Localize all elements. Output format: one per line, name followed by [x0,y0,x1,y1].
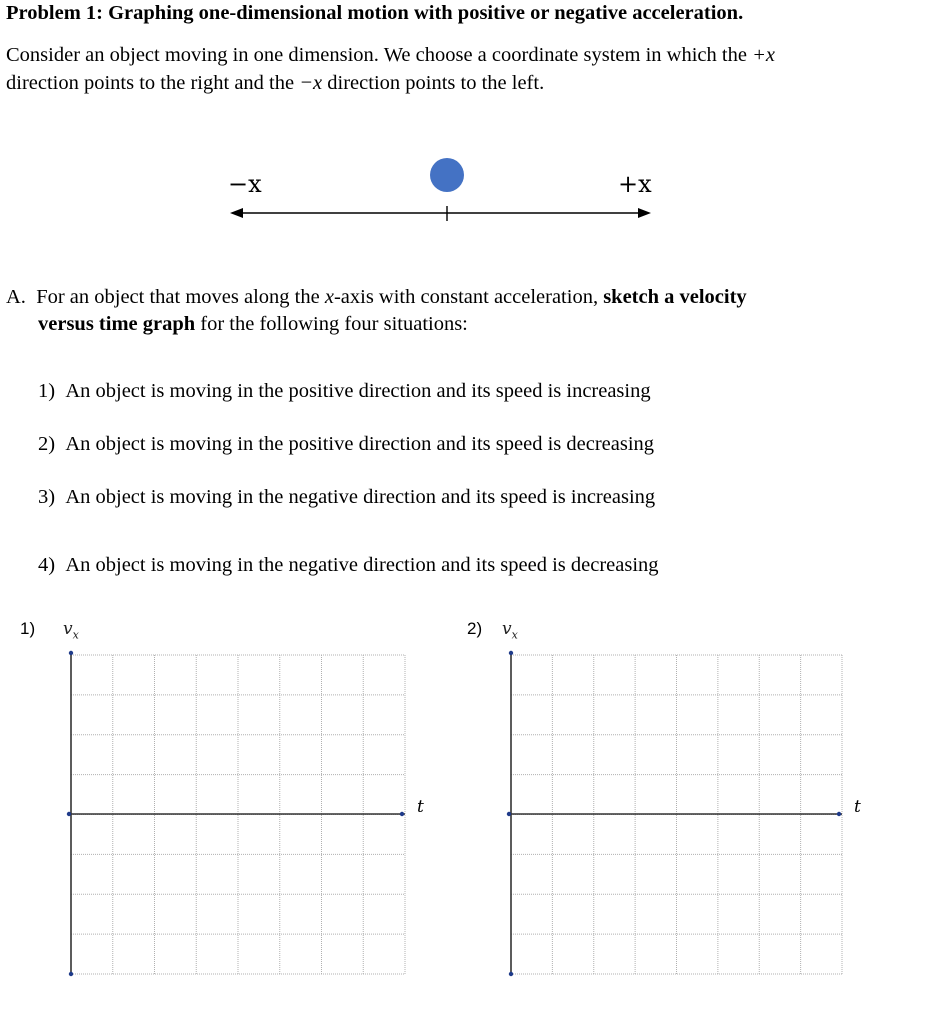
x-variable: x [324,286,334,308]
situation-number: 1) [38,380,56,402]
minus-x-label: −x [228,170,262,198]
y-axis-var: v [502,619,512,639]
situation-text: An object is moving in the positive direction and its speed is increasing [65,380,651,402]
problem-title: Problem 1: Graphing one-dimensional motion with positive or negative acceleration. [6,2,744,24]
situation-number: 4) [38,554,56,576]
intro-text: Consider an object moving in one dimension. We choose a coordinate system in which the [6,44,753,66]
part-a-bold-text: sketch a velocity [603,286,747,308]
intro-text: direction points to the right and the [6,72,300,94]
y-axis-subscript: x [72,628,79,642]
part-a-bold-text: versus time graph [38,313,196,335]
plus-x-label: +x [618,170,652,198]
intro-text: direction points to the left. [322,72,545,94]
y-axis-var: v [63,619,73,639]
part-a-letter: A. [6,286,26,308]
situation-text: An object is moving in the negative direction and its speed is increasing [65,486,656,508]
axis-end-marker [507,812,511,816]
graph-1-number: 1) [20,619,36,638]
axis-end-marker [509,651,513,655]
part-a-text: For an object that moves along the [36,286,325,308]
y-axis-subscript: x [511,628,518,642]
axis-end-marker [837,812,841,816]
axis-end-marker [509,972,513,976]
situation-text: An object is moving in the positive direction and its speed is decreasing [65,433,655,455]
situation-text: An object is moving in the negative direction and its speed is decreasing [65,554,659,576]
situation-number: 2) [38,433,56,455]
graph-2-x-label: t [854,797,861,817]
part-a-text: for the following four situations: [195,313,468,335]
part-a-text: -axis with constant acceleration, [333,286,604,308]
graph-2-number: 2) [467,619,483,638]
minus-x-symbol: −x [299,72,323,94]
situation-number: 3) [38,486,56,508]
graph-1-x-label: t [417,797,424,817]
plus-x-symbol: +x [752,44,776,66]
